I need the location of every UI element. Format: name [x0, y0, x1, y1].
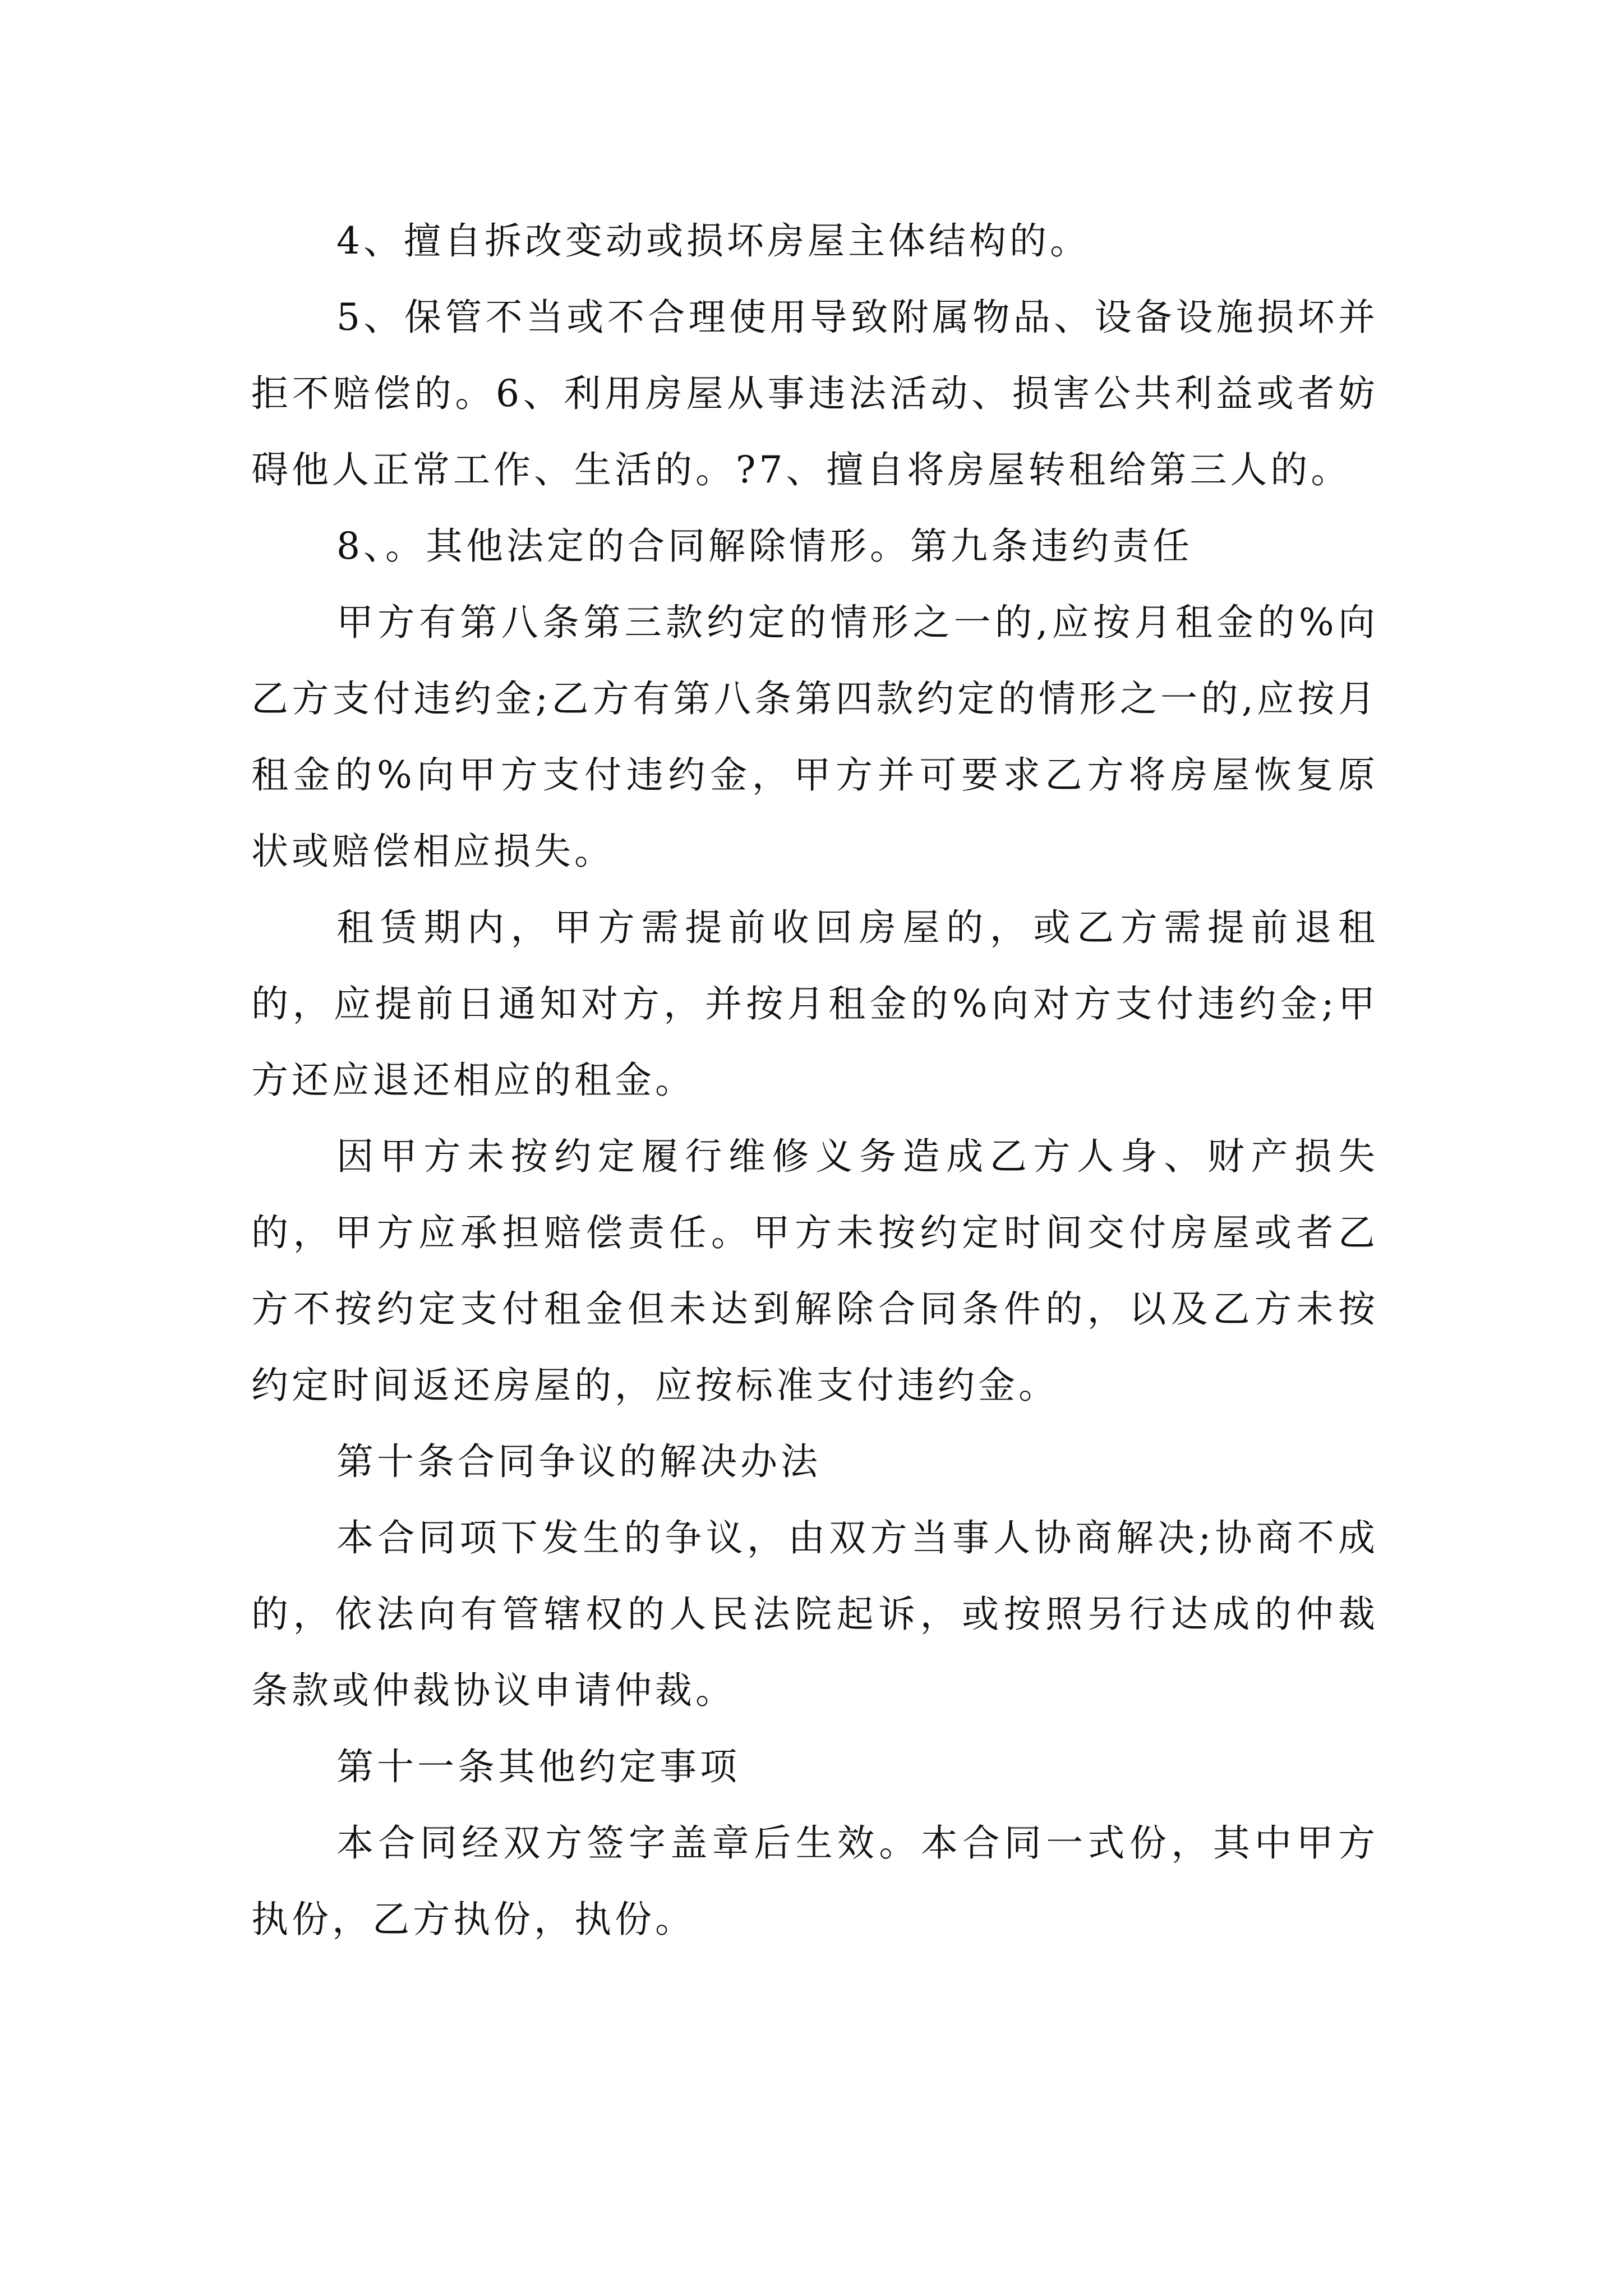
paragraph-effective-clause: 本合同经双方签字盖章后生效。本合同一式份，其中甲方执份，乙方执份，执份。 [251, 1821, 1378, 1941]
paragraph-clause-8: 8、。其他法定的合同解除情形。第九条违约责任 [336, 524, 1193, 568]
paragraph-dispute-resolution: 本合同项下发生的争议，由双方当事人协商解决;协商不成的，依法向有管辖权的人民法院起诉，或按照另行达成的仲裁条款或仲裁协议申请仲裁。 [251, 1516, 1378, 1712]
paragraph-breach-penalty: 甲方有第八条第三款约定的情形之一的,应按月租金的%向乙方支付违约金;乙方有第八条第四款约定的情形之一的,应按月租金的%向甲方支付违约金，甲方并可要求乙方将房屋恢复原状或赔偿相应损失。 [251, 601, 1378, 873]
paragraph-repair-liability: 因甲方未按约定履行维修义务造成乙方人身、财产损失的，甲方应承担赔偿责任。甲方未按约定时间交付房屋或者乙方不按约定支付租金但未达到解除合同条件的，以及乙方未按约定时间返还房屋的，应按标准支付违约金。 [251, 1135, 1378, 1407]
document-body [251, 203, 1378, 1958]
section-heading-article-11: 第十一条其他约定事项 [336, 1745, 740, 1788]
section-heading-article-10: 第十条合同争议的解决办法 [336, 1440, 821, 1483]
paragraph-clause-5-6-7: 5、保管不当或不合理使用导致附属物品、设备设施损坏并拒不赔偿的。6、利用房屋从事违法活动、损害公共利益或者妨碍他人正常工作、生活的。?7、擅自将房屋转租给第三人的。 [251, 296, 1378, 491]
paragraph-early-termination: 租赁期内，甲方需提前收回房屋的，或乙方需提前退租的，应提前日通知对方，并按月租金的%向对方支付违约金;甲方还应退还相应的租金。 [251, 906, 1378, 1102]
paragraph-clause-4: 4、擅自拆改变动或损坏房屋主体结构的。 [336, 219, 1090, 263]
